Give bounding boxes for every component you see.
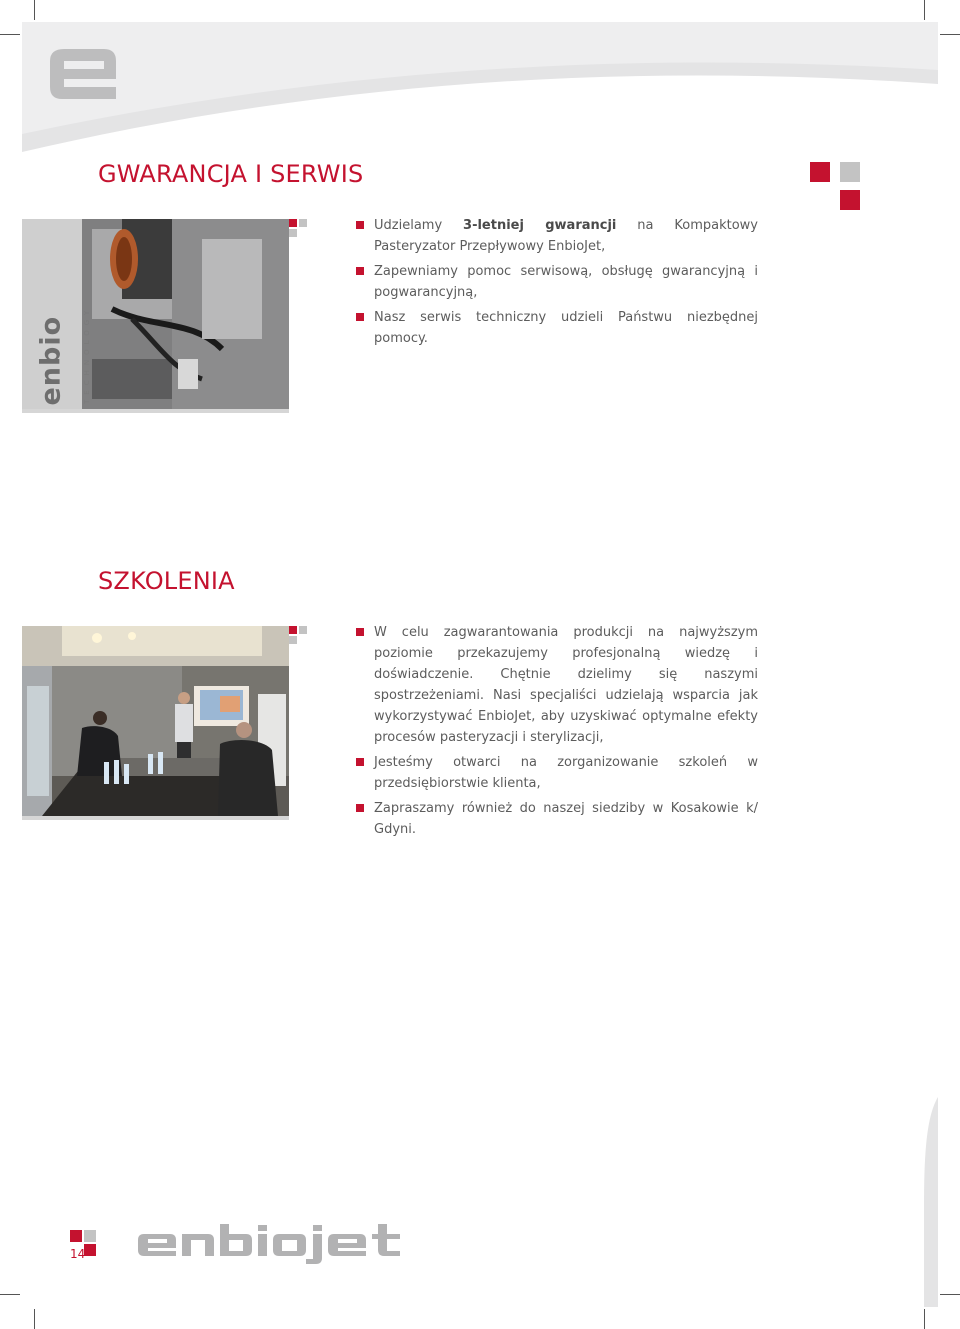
device-photo xyxy=(22,219,289,409)
bullet-icon xyxy=(356,628,364,636)
training-list xyxy=(356,622,758,844)
crop-mark xyxy=(924,0,925,20)
device-brand-label: enbio TECHNOLOGY xyxy=(35,305,91,406)
crop-mark xyxy=(940,34,960,35)
decor-square xyxy=(810,162,830,182)
crop-mark xyxy=(0,1294,20,1295)
crop-mark xyxy=(940,1294,960,1295)
list-item: Zapewniamy pomoc serwisową, obsługę gwarancyjną i pogwarancyjną, xyxy=(356,261,758,303)
crop-mark xyxy=(924,1309,925,1329)
bullet-icon xyxy=(356,758,364,766)
right-edge-curve xyxy=(924,1097,938,1307)
bullet-icon xyxy=(356,804,364,812)
list-item: Zapraszamy również do naszej siedziby w Kosakowie k/ Gdyni. xyxy=(356,798,758,840)
training-photo xyxy=(22,626,289,816)
list-item: Jesteśmy otwarci na zorganizowanie szkoleń w przedsiębiorstwie klienta, xyxy=(356,752,758,794)
page-number: 14 xyxy=(70,1247,86,1261)
photo-corner-square xyxy=(289,626,297,634)
warranty-list xyxy=(356,215,758,353)
photo-corner-square xyxy=(289,219,297,227)
list-item: W celu zagwarantowania produkcji na najwyższym poziomie przekazujemy profesjonalną wiedzę i doświadczenie. Chętnie dzielimy się naszymi spostrzeżeniami. Nasi specjaliści udzielają wsparcia jak wykorzystywać EnbioJet, aby uzyskiwać optymalne efekty procesów pasteryzacji i sterylizacji, xyxy=(356,622,758,748)
enbiojet-logo xyxy=(138,1220,414,1264)
photo-corner-square xyxy=(299,219,307,227)
bullet-icon xyxy=(356,313,364,321)
decor-square xyxy=(840,190,860,210)
header-band xyxy=(22,22,938,152)
crop-mark xyxy=(34,1309,35,1329)
photo-corner-square xyxy=(299,626,307,634)
decor-square xyxy=(840,162,860,182)
photo-shadow xyxy=(22,816,289,820)
section-title-training: SZKOLENIA xyxy=(98,567,235,595)
crop-mark xyxy=(34,0,35,20)
list-item: Nasz serwis techniczny udzieli Państwu niezbędnej pomocy. xyxy=(356,307,758,349)
bullet-icon xyxy=(356,221,364,229)
photo-corner-square xyxy=(289,229,297,237)
brochure-page xyxy=(22,22,938,1307)
list-item: Udzielamy 3-letniej gwarancji na Kompaktowy Pasteryzator Przepływowy EnbioJet, xyxy=(356,215,758,257)
enbio-e-logo-icon xyxy=(50,49,118,101)
crop-mark xyxy=(0,34,20,35)
photo-corner-square xyxy=(289,636,297,644)
section-title-warranty: GWARANCJA I SERWIS xyxy=(98,160,364,188)
photo-shadow xyxy=(22,409,289,413)
bullet-icon xyxy=(356,267,364,275)
